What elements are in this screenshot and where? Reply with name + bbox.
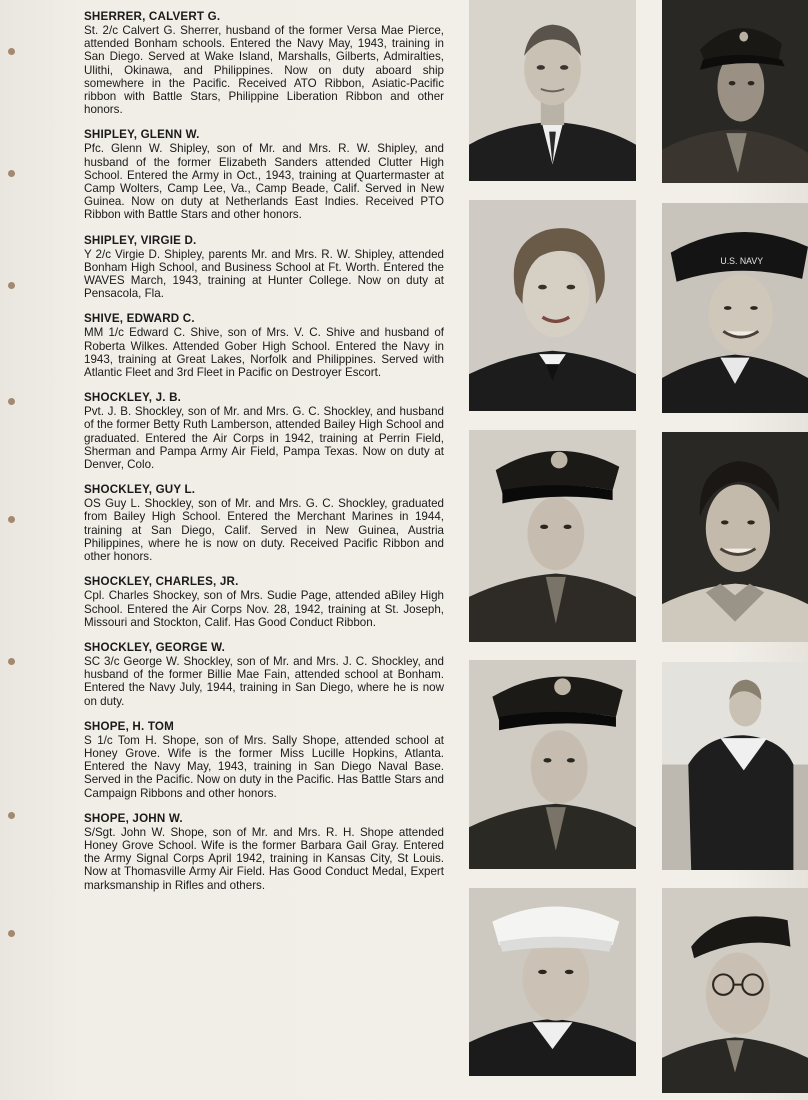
portrait-image <box>469 660 636 869</box>
entry-shope-john <box>84 812 444 892</box>
portrait-photo-shope-john <box>662 888 808 1093</box>
entry-shope-tom <box>84 720 444 800</box>
binder-hole <box>8 812 15 819</box>
entry-bio: OS Guy L. Shockley, son of Mr. and Mrs. G. C. Shockley, graduated from Bailey High School. Entered the Merchant Marines in 1944, training at San Diego, Calif. Served in New Guinea, Austria Philippines, where he is now on duty. Received Pacific Ribbon and other honors. <box>84 497 444 564</box>
entry-bio: SC 3/c George W. Shockley, son of Mr. and Mrs. J. C. Shockley, and husband of the former Billie Mae Fain, attended school at Bonham. Entered the Navy July, 1944, training in San Diego, where he is now on duty. <box>84 654 444 708</box>
binder-hole <box>8 48 15 55</box>
binder-hole <box>8 516 15 523</box>
entry-bio: St. 2/c Calvert G. Sherrer, husband of the former Versa Mae Pierce, attended Bonham schools. Entered the Navy May, 1943, training in San Diego. Served at Wake Island, Marshalls, Gilberts, Admiralties, Ulithi, Okinawa, and Philippines. Now on duty aboard ship somewhere in the Pacific. Received ATO Ribbon, Asiatic-Pacific ribbon with Battle Stars, Philippine Liberation Ribbon and other honors. <box>84 24 444 117</box>
entry-name: SHIPLEY, GLENN W. <box>84 128 200 142</box>
entry-shockley-jb <box>84 391 444 471</box>
portrait-image <box>662 432 808 642</box>
portrait-photo-sailor-standing <box>662 662 808 870</box>
portrait-image <box>662 203 808 413</box>
portrait-photo-2 <box>662 0 808 183</box>
portrait-photo-shope-tom <box>469 888 636 1076</box>
portrait-photo-shipley-virgie <box>469 200 636 411</box>
entry-name: SHOCKLEY, CHARLES, JR. <box>84 575 239 589</box>
entry-name: SHOCKLEY, GEORGE W. <box>84 640 226 654</box>
portrait-image <box>662 662 808 870</box>
portrait-photo-civilian <box>662 432 808 642</box>
entry-name: SHIVE, EDWARD C. <box>84 312 195 326</box>
entry-name: SHOCKLEY, GUY L. <box>84 483 196 497</box>
entry-shockley-george <box>84 641 444 708</box>
entry-shive <box>84 312 444 379</box>
portrait-image <box>469 200 636 411</box>
biography-column <box>84 10 444 904</box>
entry-name: SHERRER, CALVERT G. <box>84 10 221 23</box>
entry-shipley-virgie <box>84 234 444 301</box>
entry-name: SHIPLEY, VIRGIE D. <box>84 233 197 247</box>
portrait-image <box>662 888 808 1093</box>
portrait-photo-navy <box>662 203 808 413</box>
entry-shockley-guy <box>84 483 444 563</box>
binder-hole <box>8 170 15 177</box>
entry-name: SHOPE, H. TOM <box>84 719 174 733</box>
entry-bio: S 1/c Tom H. Shope, son of Mrs. Sally Shope, attended school at Honey Grove. Wife is the former Miss Lucille Hopkins, Atlanta. Entered the Navy May, 1943, training in San Diego Naval Base. Served in the Pacific. Now on duty in the Pacific. Has Battle Stars and Campaign Ribbons and other honors. <box>84 733 444 800</box>
portrait-photo-shockley-jb <box>469 430 636 642</box>
entry-sherrer <box>84 10 444 116</box>
entry-name: SHOCKLEY, J. B. <box>84 391 182 405</box>
entry-shockley-charles <box>84 575 444 629</box>
binder-hole <box>8 398 15 405</box>
entry-shipley-glenn <box>84 128 444 221</box>
cap-band-text: U.S. NAVY <box>720 256 764 267</box>
portrait-photo-shockley-charles <box>469 660 636 869</box>
binder-hole <box>8 930 15 937</box>
entry-bio: Y 2/c Virgie D. Shipley, parents Mr. and Mrs. R. W. Shipley, attended Bonham High School, and Business School at Ft. Worth. Entered the WAVES March, 1943, training at Hunter College. Now on duty at Pensacola, Fla. <box>84 247 444 301</box>
entry-bio: Cpl. Charles Shockey, son of Mrs. Sudie Page, attended aBiley High School. Entered the Air Corps Nov. 28, 1942, training at St. Joseph, Missouri and Stockton, Calif. Has Good Conduct Ribbon. <box>84 589 444 629</box>
entry-name: SHOPE, JOHN W. <box>84 811 183 825</box>
entry-bio: Pfc. Glenn W. Shipley, son of Mr. and Mrs. R. W. Shipley, and husband of the former Elizabeth Sanders attended Clutter High School. Entered the Army in Oct., 1943, training at Quartermaster at Camp Wolters, Camp Lee, Va., Camp Beade, Calif. Served in New Guinea. Now on duty at Netherlands East Indies. Received PTO Ribbon with Battle Stars and other honors. <box>84 142 444 222</box>
portrait-image <box>469 430 636 642</box>
portrait-image <box>469 888 636 1076</box>
portrait-image <box>662 0 808 183</box>
binder-hole <box>8 658 15 665</box>
portrait-photo-sherrer <box>469 0 636 181</box>
entry-bio: S/Sgt. John W. Shope, son of Mr. and Mrs. R. H. Shope attended Honey Grove School. Wife is the former Barbara Gail Gray. Entered the Army Signal Corps April 1942, training in Kansas City, St Louis. Now at Thomasville Army Air Field. Has Good Conduct Medal, Expert marksmanship in Rifles and others. <box>84 825 444 892</box>
binder-hole <box>8 282 15 289</box>
portrait-image <box>469 0 636 181</box>
entry-bio: Pvt. J. B. Shockley, son of Mr. and Mrs. G. C. Shockley, and husband of the former Betty Ruth Lamberson, attended Bailey High School and graduated. Entered the Air Corps in 1942, training at Perrin Field, Sherman and Pampa Army Air Field, Pampa Texas. Now on duty at Denver, Colo. <box>84 405 444 472</box>
entry-bio: MM 1/c Edward C. Shive, son of Mrs. V. C. Shive and husband of Roberta Wilkes. Attended Gober High School. Entered the Navy in 1943, training at Great Lakes, Norfolk and Philippines. Served with Atlantic Fleet and 3rd Fleet in Pacific on Destroyer Escort. <box>84 326 444 380</box>
